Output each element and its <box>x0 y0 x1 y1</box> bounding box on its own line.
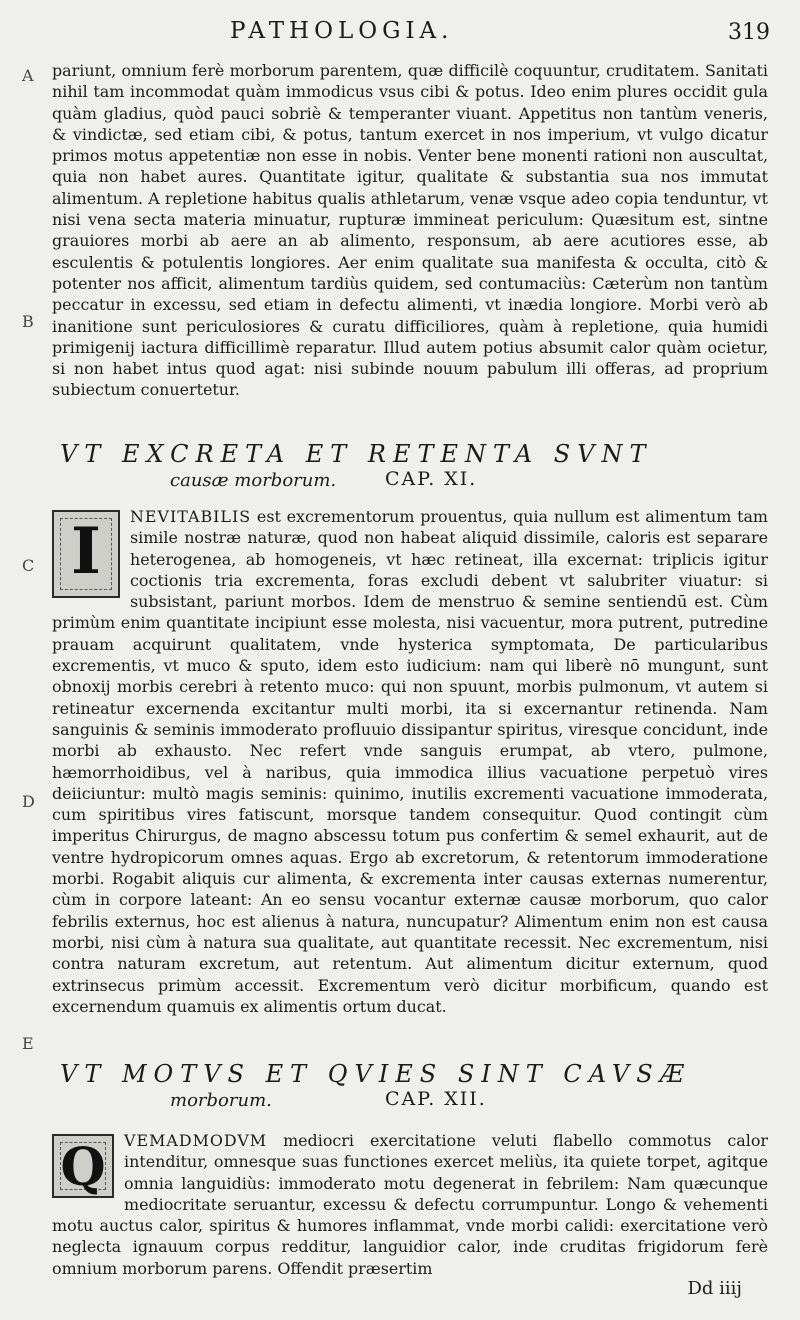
decorated-initial-q: Q <box>52 1134 114 1198</box>
signature-mark: Dd iiij <box>687 1278 742 1299</box>
chapter-11-first-word: NEVITABILIS <box>130 507 252 526</box>
running-head <box>0 16 800 48</box>
chapter-11-text: est excrementorum prouentus, quia nullum est alimentum tam simile nostræ naturæ, quod non habeat aliquid dissimile, caloris est separare heterogenea, ab homogeneis, vt hæc retineat, illa excernat: triplicis igitur coctionis tria excrementa, foras excludi debent vt salubriter viuatur: si subsistant, pariunt morbos. Idem de menstruo & semine sentiendū est. Cùm primùm enim quantitate incipiunt esse molesta, nisi vacuentur, mora putrent, putredine prauam acquirunt qualitatem, vnde hysterica symptomata, De particularibus excrementis, vt muco & sputo, idem esto iudicium: nam qui liberè nō mungunt, sunt obnoxij morbis cerebri à retento muco: qui non spuunt, morbis pulmonum, vt autem si retineatur excernenda excitantur multi morbi, ita si excernantur retinenda. Nam sanguinis & seminis immoderato profluuio dissipantur spiritus, viresque concidunt, inde morbi ab exhausto. Nec refert vnde sanguis erumpat, ab vtero, pulmone, hæmorrhoidibus, vel à naribus, quia immodica illius vacuatione perpetuò vires deiiciuntur: multò magis seminis: quinimo, inutilis excrementi vacuatione immoderata, cum spiritibus vires fatiscunt, morsque tandem consequitur. Quod contingit cùm imperitus Chirurgus, de magno abscessu totum pus confertim & semel exhaurit, aut de ventre hydropicorum omnes aquas. Ergo ab excretorum, & retentorum immoderatione morbi. Rogabit aliquis cur alimenta, & excrementa inter causas externas numerentur, cùm in corpore lateant: An eo sensu vocantur externæ causæ morborum, quo calor febrilis externus, hoc est alienus à natura, nuncupatur? Alimentum enim non est causa morbi, nisi cùm à natura sua qualitate, aut quantitate recessit. Nec excrementum, nisi contra naturam excretum, aut retentum. Aut alimentum dicitur externum, quod extrinsecus primùm accessit. Excrementum verò dicitur morbificum, quando est excernendum quamuis ex alimentis ortum ducat. <box>52 507 768 1016</box>
decorated-initial-i: I <box>52 510 120 598</box>
margin-letter-b: B <box>22 312 34 331</box>
paragraph-1-text: pariunt, omnium ferè morborum parentem, quæ difficilè coquuntur, cruditatem. Sanitati nihil tam incommodat quàm immodicus vsus cibi & potus. Ideo enim plures occidit gula quàm gladius, quòd pauci sobriè & temperanter viuant. Appetitus non tantùm veneris, & vindictæ, sed etiam cibi, & potus, tantum exercet in nos imperium, vt vulgo dicatur primos motus appetentiæ non esse in nobis. Venter bene monenti rationi non auscultat, quia non habet aures. Quantitate igitur, qualitate & substantia sua nos immutat alimentum. A repletione habitus qualis athletarum, venæ vsque adeo copia tenduntur, vt nisi vena secta materia minuatur, rupturæ immineat periculum: Quæsitum est, sintne grauiores morbi ab aere an ab alimento, responsum, ab aere acutiores esse, ab esculentis & potulentis longiores. Aer enim qualitate sua manifesta & occulta, citò & potenter nos afficit, alimentum tardiùs quidem, sed contumaciùs: Cæterùm non tantùm peccatur in excessu, sed etiam in defectu alimenti, vt inædia longiore. Morbi verò ab inanitione sunt periculosiores & curatu difficiliores, quàm à repletione, quia humidi primigenij iactura difficillimè reparatur. Illud autem potius absumit calor quàm ocietur, si non habet intus quod agat: nisi subinde nouum pabulum illi offeras, ad proprium subiectum conuertetur. <box>52 61 768 400</box>
chapter-12-text: mediocri exercitatione veluti flabello commotus calor intenditur, omnesque suas functiones exercet meliùs, ita quiete torpet, agitque omnia languidiùs: immoderato motu degenerat in febrilem: Nam quæcunque mediocritate seruantur, excessu & defectu corrumpuntur. Longo & vehementi motu auctus calor, spiritus & humores inflammat, vnde morbi calidi: exercitatione verò neglecta ignauum corpus redditur, languidior calor, inde cruditas frigidorum ferè omnium morborum parens. Offendit præsertim <box>52 1131 768 1278</box>
chapter-11-title: VT EXCRETA ET RETENTA SVNT <box>60 440 653 468</box>
chapter-11-number: CAP. XI. <box>385 468 478 490</box>
chapter-12-number: CAP. XII. <box>385 1088 487 1110</box>
chapter-11-subtitle: causæ morborum. <box>170 470 337 491</box>
chapter-11-body <box>52 506 768 1017</box>
running-title: PATHOLOGIA. <box>230 18 454 44</box>
margin-letter-e: E <box>22 1034 34 1053</box>
margin-letter-c: C <box>22 556 35 575</box>
chapter-12-subtitle: morborum. <box>170 1090 272 1111</box>
chapter-11-heading <box>60 440 760 494</box>
margin-letter-a: A <box>22 66 34 85</box>
page-number: 319 <box>728 20 770 45</box>
chapter-12-body <box>52 1130 768 1279</box>
chapter-12-first-word: VEMADMODVM <box>124 1131 268 1150</box>
paragraph-1 <box>52 60 768 401</box>
chapter-12-heading <box>60 1060 760 1114</box>
chapter-12-title: VT MOTVS ET QVIES SINT CAVSÆ <box>60 1060 691 1088</box>
margin-letter-d: D <box>22 792 35 811</box>
